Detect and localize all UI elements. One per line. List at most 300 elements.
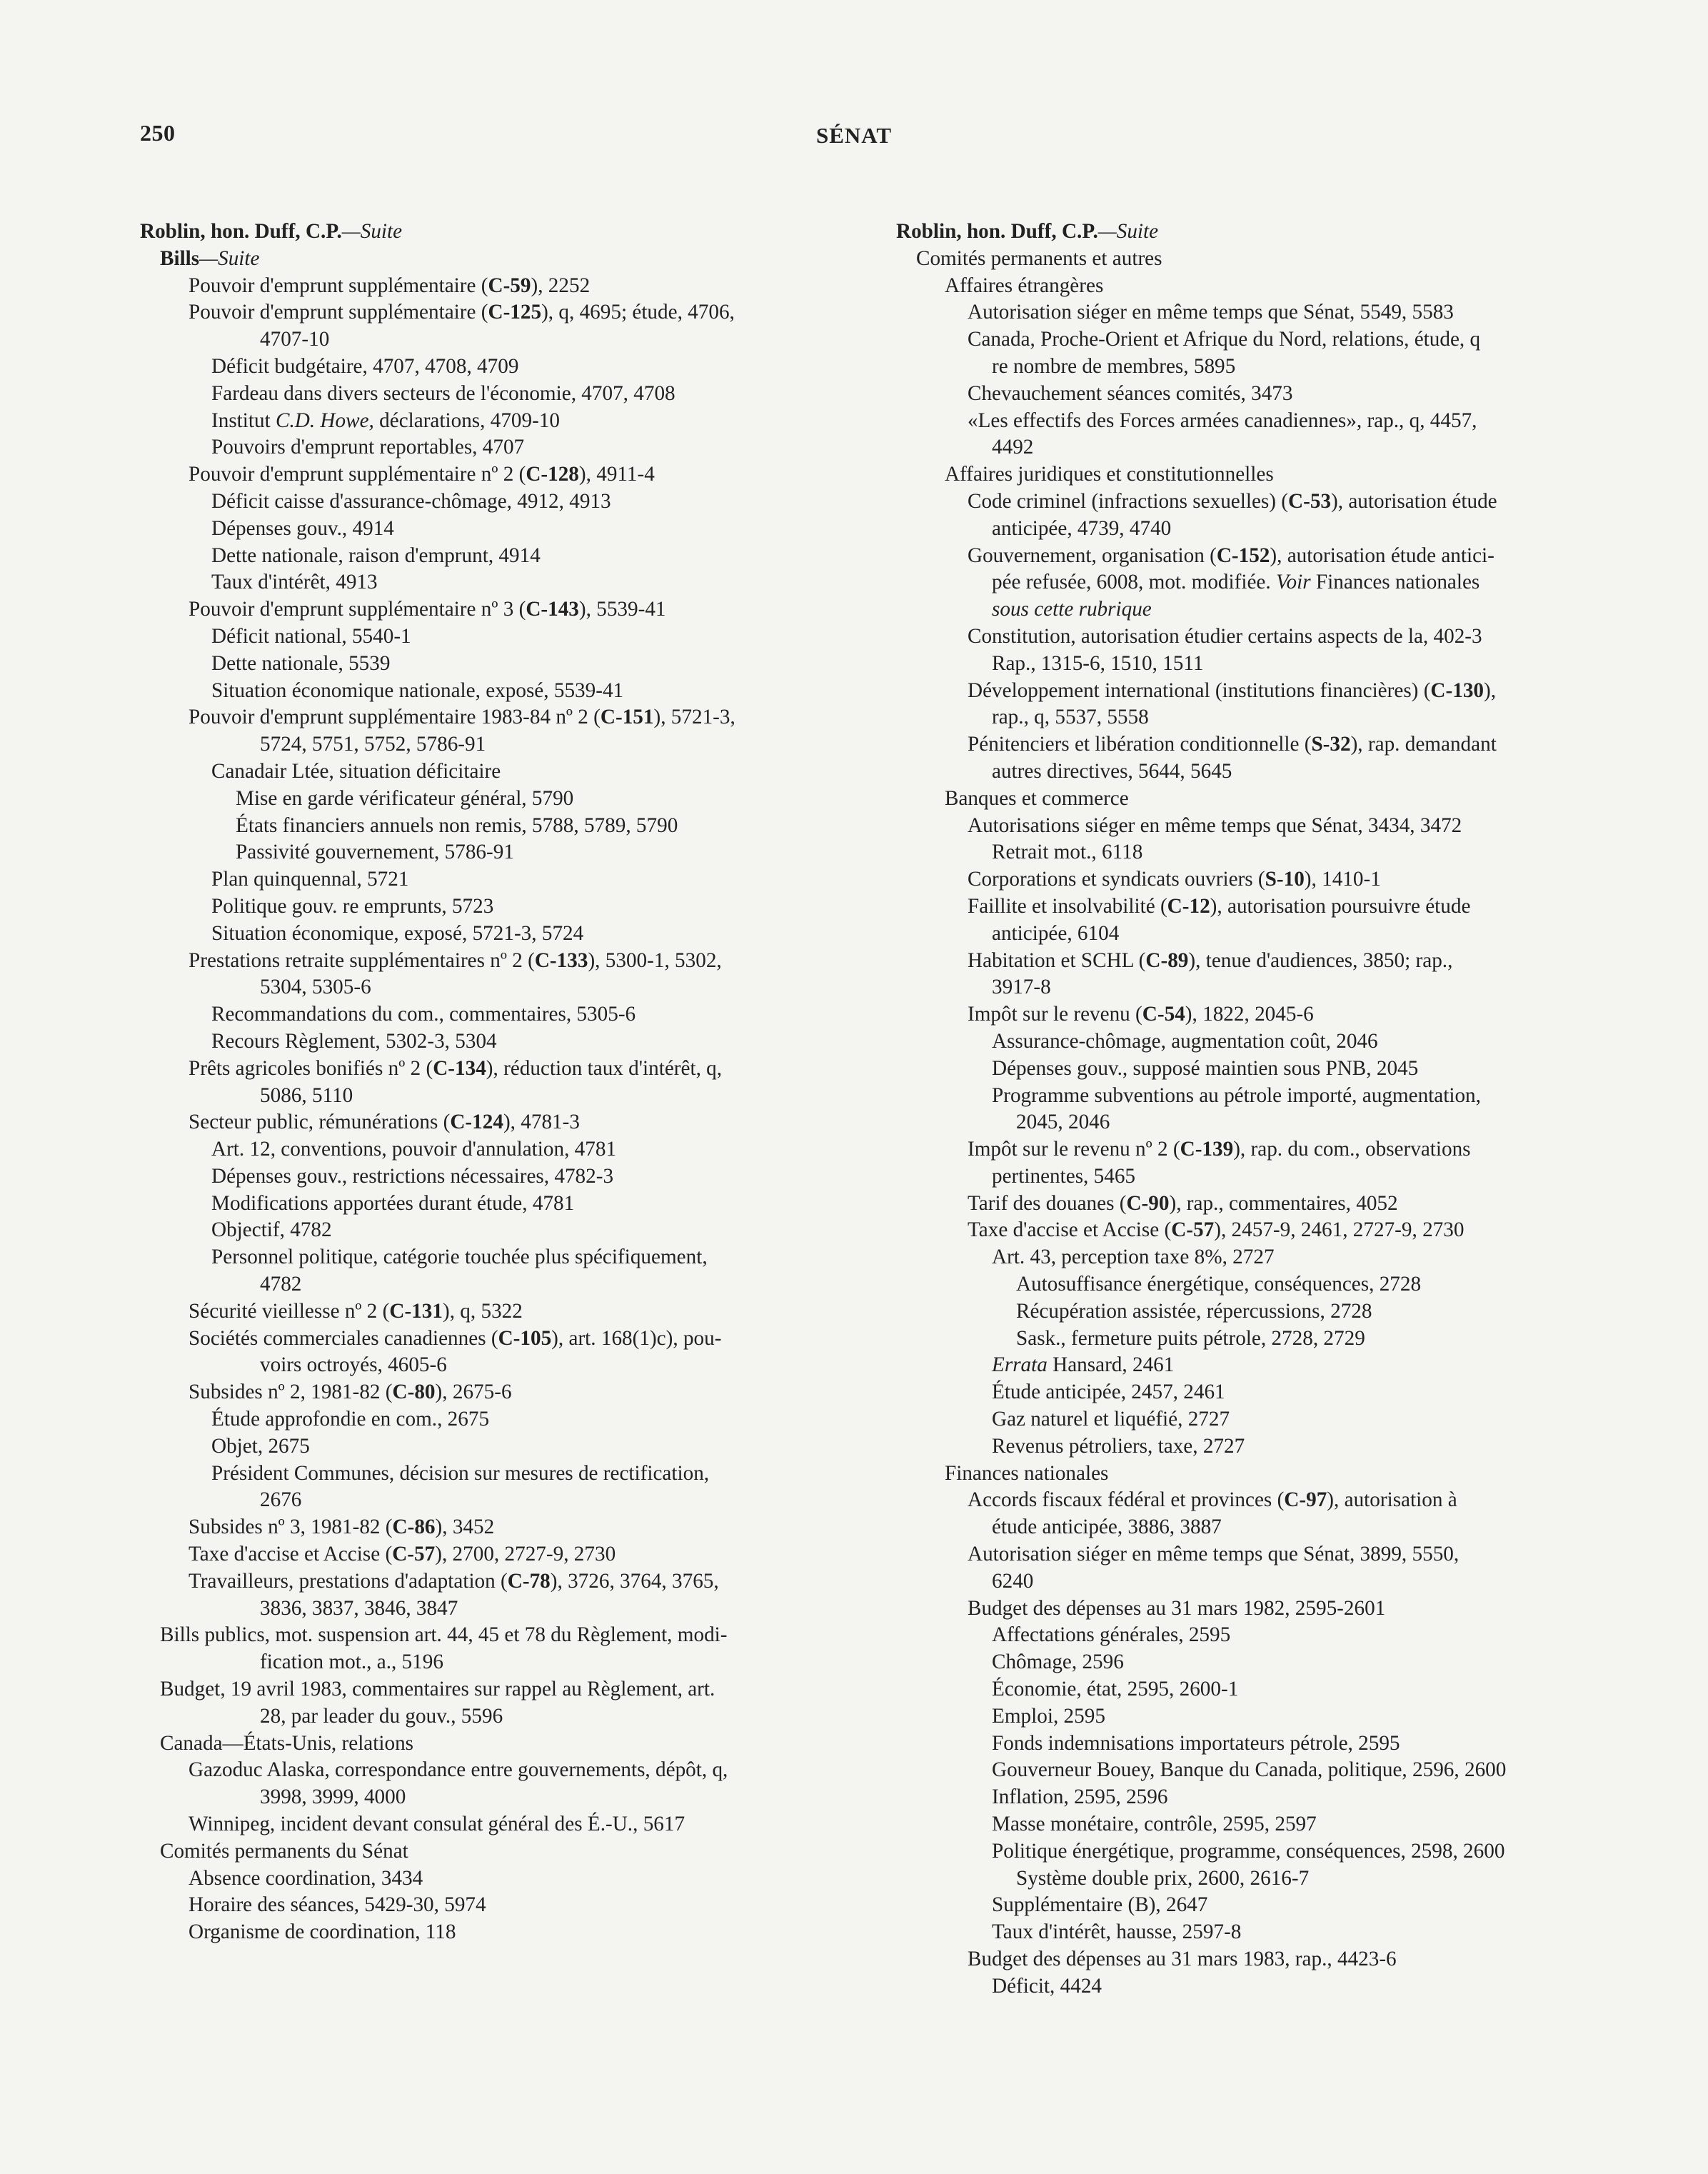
index-entry bbox=[896, 1703, 1613, 1730]
entry-text: ), rap. du com., observations bbox=[1233, 1138, 1471, 1161]
entry-text: Situation économique nationale, exposé, 5539-41 bbox=[211, 678, 624, 702]
entry-text: Déficit national, 5540-1 bbox=[211, 624, 411, 648]
entry-text: Sociétés commerciales canadiennes ( bbox=[189, 1326, 498, 1350]
entry-text: Taux d'intérêt, hausse, 2597-8 bbox=[992, 1920, 1242, 1944]
index-entry bbox=[140, 839, 857, 866]
index-entry bbox=[896, 1838, 1613, 1865]
entry-text: Voir bbox=[1275, 571, 1311, 594]
index-entry bbox=[896, 786, 1613, 813]
index-entry bbox=[140, 758, 857, 786]
index-entry bbox=[896, 326, 1613, 354]
entry-text: Habitation et SCHL ( bbox=[968, 948, 1146, 972]
index-entry bbox=[896, 1730, 1613, 1758]
entry-text: Prêts agricoles bonifiés nº 2 ( bbox=[189, 1056, 433, 1080]
entry-text: Bills publics, mot. suspension art. 44, 45 et 78 du Règlement, modi- bbox=[160, 1623, 728, 1647]
entry-text: Président Communes, décision sur mesures de rectification, bbox=[211, 1461, 710, 1485]
entry-text: Organisme de coordination, 118 bbox=[189, 1920, 456, 1944]
index-entry bbox=[140, 813, 857, 840]
entry-text: S-32 bbox=[1311, 733, 1351, 756]
index-entry bbox=[896, 813, 1613, 840]
index-entry bbox=[140, 1109, 857, 1136]
index-entry bbox=[140, 678, 857, 705]
entry-text: Pouvoir d'emprunt supplémentaire nº 3 ( bbox=[189, 598, 526, 621]
entry-text: Revenus pétroliers, taxe, 2727 bbox=[992, 1434, 1245, 1458]
entry-text: 4782 bbox=[260, 1273, 302, 1296]
entry-text: Fardeau dans divers secteurs de l'économie, 4707, 4708 bbox=[211, 381, 675, 405]
entry-text: 6240 bbox=[992, 1569, 1034, 1593]
entry-text: Prestations retraite supplémentaires nº 2 ( bbox=[189, 948, 535, 972]
index-entry bbox=[896, 1217, 1613, 1244]
entry-text: Autorisations siéger en même temps que Sénat, 3434, 3472 bbox=[968, 813, 1462, 837]
entry-text: Travailleurs, prestations d'adaptation ( bbox=[189, 1569, 508, 1593]
entry-text: Impôt sur le revenu nº 2 ( bbox=[968, 1138, 1180, 1161]
entry-text: 5304, 5305-6 bbox=[260, 976, 371, 999]
index-entry bbox=[896, 1784, 1613, 1811]
entry-text: Bills bbox=[160, 246, 200, 270]
index-entry bbox=[140, 1298, 857, 1326]
entry-text: ), autorisation à bbox=[1327, 1488, 1457, 1512]
index-entry bbox=[896, 1163, 1613, 1191]
entry-text: C-57 bbox=[392, 1543, 436, 1566]
entry-text: États financiers annuels non remis, 5788, 5789, 5790 bbox=[236, 813, 678, 837]
index-entry bbox=[896, 1001, 1613, 1028]
entry-text: C-124 bbox=[450, 1111, 503, 1134]
entry-text: Affaires étrangères bbox=[945, 274, 1104, 297]
entry-text: C-54 bbox=[1142, 1003, 1185, 1026]
index-entry bbox=[896, 623, 1613, 651]
entry-text: Pouvoir d'emprunt supplémentaire ( bbox=[189, 274, 488, 297]
entry-text: Masse monétaire, contrôle, 2595, 2597 bbox=[992, 1813, 1317, 1836]
entry-text: Récupération assistée, répercussions, 2728 bbox=[1016, 1299, 1372, 1323]
entry-text: —Suite bbox=[341, 220, 403, 243]
entry-text: Roblin, hon. Duff, C.P. bbox=[896, 220, 1098, 243]
index-entry bbox=[896, 1298, 1613, 1326]
index-entry bbox=[140, 1352, 857, 1379]
index-entry bbox=[896, 1406, 1613, 1433]
entry-text: ), 5300-1, 5302, bbox=[588, 948, 722, 972]
index-entry bbox=[896, 1514, 1613, 1541]
left-index-column bbox=[140, 219, 857, 1946]
index-entry bbox=[140, 786, 857, 813]
index-entry bbox=[140, 921, 857, 948]
entry-text: Objet, 2675 bbox=[211, 1434, 310, 1458]
index-entry bbox=[896, 354, 1613, 381]
right-index-column bbox=[896, 219, 1613, 2000]
entry-text: ), 3726, 3764, 3765, bbox=[550, 1569, 719, 1593]
entry-text: C-131 bbox=[389, 1299, 443, 1323]
entry-text: fication mot., a., 5196 bbox=[260, 1650, 443, 1674]
entry-text: C-57 bbox=[1171, 1218, 1215, 1242]
index-entry bbox=[896, 731, 1613, 758]
index-entry bbox=[140, 1838, 857, 1865]
entry-text: C-78 bbox=[507, 1569, 551, 1593]
index-entry bbox=[896, 1973, 1613, 2000]
entry-text: sous cette rubrique bbox=[992, 598, 1152, 621]
entry-text: Dette nationale, raison d'emprunt, 4914 bbox=[211, 544, 541, 567]
entry-text: Mise en garde vérificateur général, 5790 bbox=[236, 786, 574, 810]
entry-text: Accords fiscaux fédéral et provinces ( bbox=[968, 1488, 1285, 1512]
entry-text: Taxe d'accise et Accise ( bbox=[968, 1218, 1172, 1242]
index-heading bbox=[140, 219, 857, 246]
entry-text: Winnipeg, incident devant consulat général des É.-U., 5617 bbox=[189, 1813, 685, 1836]
entry-text: Modifications apportées durant étude, 4781 bbox=[211, 1191, 575, 1215]
entry-text: C-90 bbox=[1126, 1191, 1170, 1215]
entry-text: ), 5721-3, bbox=[653, 706, 735, 729]
index-entry bbox=[896, 1865, 1613, 1893]
entry-text: ), 5539-41 bbox=[578, 598, 666, 621]
entry-text: C-97 bbox=[1284, 1488, 1327, 1512]
entry-text: ), q, 5322 bbox=[442, 1299, 523, 1323]
entry-text: Déficit, 4424 bbox=[992, 1974, 1102, 1998]
entry-text: Dette nationale, 5539 bbox=[211, 651, 391, 675]
index-entry bbox=[896, 1271, 1613, 1298]
index-entry bbox=[896, 948, 1613, 975]
entry-text: Inflation, 2595, 2596 bbox=[992, 1785, 1168, 1809]
entry-text: C-80 bbox=[392, 1381, 436, 1404]
index-entry bbox=[896, 1056, 1613, 1083]
index-entry bbox=[140, 1271, 857, 1298]
index-entry bbox=[140, 1406, 857, 1433]
entry-text: Programme subventions au pétrole importé, augmentation, bbox=[992, 1083, 1481, 1107]
entry-text: Supplémentaire (B), 2647 bbox=[992, 1893, 1208, 1917]
index-entry bbox=[140, 1136, 857, 1163]
index-entry bbox=[140, 1784, 857, 1811]
entry-text: ), q, 4695; étude, 4706, bbox=[541, 301, 735, 324]
index-entry bbox=[140, 1461, 857, 1488]
index-entry bbox=[896, 1568, 1613, 1596]
entry-text: C-134 bbox=[433, 1056, 486, 1080]
entry-text: re nombre de membres, 5895 bbox=[992, 354, 1236, 378]
page-number: 250 bbox=[140, 120, 176, 146]
index-entry bbox=[140, 1568, 857, 1596]
entry-text: Canada—États-Unis, relations bbox=[160, 1731, 414, 1755]
index-entry bbox=[896, 839, 1613, 866]
entry-text: 2045, 2046 bbox=[1016, 1111, 1110, 1134]
entry-text: Pénitenciers et libération conditionnelle ( bbox=[968, 733, 1312, 756]
entry-text: ), 2700, 2727-9, 2730 bbox=[435, 1543, 616, 1566]
index-entry bbox=[140, 434, 857, 461]
index-entry bbox=[896, 1191, 1613, 1218]
entry-text: 3836, 3837, 3846, 3847 bbox=[260, 1596, 458, 1620]
entry-text: C-152 bbox=[1216, 544, 1270, 567]
entry-text: Budget des dépenses au 31 mars 1982, 2595-2601 bbox=[968, 1596, 1386, 1620]
index-entry bbox=[896, 893, 1613, 921]
index-entry bbox=[896, 1541, 1613, 1568]
index-entry bbox=[896, 1244, 1613, 1271]
entry-text: ), autorisation étude bbox=[1331, 489, 1497, 513]
index-entry bbox=[140, 1919, 857, 1946]
index-entry bbox=[896, 974, 1613, 1001]
index-entry bbox=[896, 1622, 1613, 1649]
index-entry bbox=[140, 1757, 857, 1784]
entry-text: Chômage, 2596 bbox=[992, 1650, 1124, 1674]
entry-text: 4707-10 bbox=[260, 328, 330, 351]
entry-text: Plan quinquennal, 5721 bbox=[211, 868, 409, 891]
index-entry bbox=[140, 1596, 857, 1623]
index-entry bbox=[140, 1811, 857, 1838]
entry-text: anticipée, 4739, 4740 bbox=[992, 516, 1172, 540]
entry-text: Art. 12, conventions, pouvoir d'annulation, 4781 bbox=[211, 1138, 617, 1161]
entry-text: Personnel politique, catégorie touchée plus spécifiquement, bbox=[211, 1246, 708, 1269]
entry-text: 5724, 5751, 5752, 5786-91 bbox=[260, 733, 486, 756]
index-entry bbox=[896, 1109, 1613, 1136]
entry-text: 5086, 5110 bbox=[260, 1083, 353, 1107]
index-entry bbox=[140, 1487, 857, 1514]
entry-text: Finances nationales bbox=[945, 1461, 1109, 1485]
entry-text: C-12 bbox=[1167, 894, 1210, 918]
index-entry bbox=[896, 651, 1613, 678]
index-entry bbox=[140, 381, 857, 408]
index-entry bbox=[140, 866, 857, 893]
index-entry bbox=[140, 651, 857, 678]
index-entry bbox=[896, 299, 1613, 326]
index-entry bbox=[896, 246, 1613, 273]
index-entry bbox=[140, 408, 857, 435]
index-entry bbox=[140, 1244, 857, 1271]
index-entry bbox=[140, 1028, 857, 1056]
entry-text: «Les effectifs des Forces armées canadiennes», rap., q, 4457, bbox=[968, 409, 1477, 432]
entry-text: Dépenses gouv., 4914 bbox=[211, 516, 394, 540]
entry-text: Déficit budgétaire, 4707, 4708, 4709 bbox=[211, 354, 519, 378]
index-entry bbox=[140, 354, 857, 381]
index-entry bbox=[896, 408, 1613, 435]
entry-text: Développement international (institutions financières) ( bbox=[968, 678, 1431, 702]
entry-text: Déficit caisse d'assurance-chômage, 4912, 4913 bbox=[211, 489, 611, 513]
entry-text: voirs octroyés, 4605-6 bbox=[260, 1353, 447, 1377]
entry-text: ), autorisation étude antici- bbox=[1270, 544, 1494, 567]
entry-text: C-125 bbox=[488, 301, 542, 324]
index-entry bbox=[896, 1028, 1613, 1056]
entry-text: ), 1822, 2045-6 bbox=[1185, 1003, 1314, 1026]
entry-text: Impôt sur le revenu ( bbox=[968, 1003, 1142, 1026]
entry-text: Système double prix, 2600, 2616-7 bbox=[1016, 1866, 1310, 1890]
entry-text: C-151 bbox=[600, 706, 654, 729]
index-entry bbox=[896, 1379, 1613, 1406]
entry-text: Sécurité vieillesse nº 2 ( bbox=[189, 1299, 390, 1323]
entry-text: ), autorisation poursuivre étude bbox=[1210, 894, 1471, 918]
entry-text: 3998, 3999, 4000 bbox=[260, 1785, 406, 1809]
entry-text: Étude anticipée, 2457, 2461 bbox=[992, 1381, 1225, 1404]
entry-text: Canada, Proche-Orient et Afrique du Nord, relations, étude, q bbox=[968, 328, 1481, 351]
entry-text: Subsides nº 2, 1981-82 ( bbox=[189, 1381, 393, 1404]
entry-text: Roblin, hon. Duff, C.P. bbox=[140, 220, 342, 243]
entry-text: C-59 bbox=[488, 274, 531, 297]
index-entry bbox=[140, 1703, 857, 1730]
entry-text: Dépenses gouv., supposé maintien sous PNB, 2045 bbox=[992, 1056, 1419, 1080]
entry-text: Gouverneur Bouey, Banque du Canada, politique, 2596, 2600 bbox=[992, 1758, 1507, 1782]
entry-text: C-130 bbox=[1430, 678, 1485, 702]
entry-text: Rap., 1315-6, 1510, 1511 bbox=[992, 651, 1204, 675]
index-entry bbox=[896, 704, 1613, 731]
entry-text: rap., q, 5537, 5558 bbox=[992, 706, 1149, 729]
entry-text: Pouvoir d'emprunt supplémentaire ( bbox=[189, 301, 488, 324]
index-entry bbox=[896, 758, 1613, 786]
entry-text: Assurance-chômage, augmentation coût, 2046 bbox=[992, 1029, 1378, 1053]
entry-text: Recommandations du com., commentaires, 5305-6 bbox=[211, 1003, 636, 1026]
entry-text: Passivité gouvernement, 5786-91 bbox=[236, 841, 514, 864]
entry-text: autres directives, 5644, 5645 bbox=[992, 759, 1232, 783]
index-entry bbox=[140, 731, 857, 758]
entry-text: Budget, 19 avril 1983, commentaires sur rappel au Règlement, art. bbox=[160, 1678, 715, 1701]
index-entry bbox=[140, 569, 857, 596]
entry-text: Comités permanents du Sénat bbox=[160, 1839, 408, 1863]
entry-text: Chevauchement séances comités, 3473 bbox=[968, 381, 1293, 405]
entry-text: 4492 bbox=[992, 436, 1034, 459]
entry-text: ), rap., commentaires, 4052 bbox=[1169, 1191, 1398, 1215]
index-entry bbox=[896, 1892, 1613, 1919]
entry-text: C-86 bbox=[392, 1516, 436, 1539]
entry-text: —Suite bbox=[1097, 220, 1159, 243]
entry-text: ), réduction taux d'intérêt, q, bbox=[486, 1056, 723, 1080]
index-entry bbox=[140, 299, 857, 326]
index-entry bbox=[896, 569, 1613, 596]
index-entry bbox=[140, 1163, 857, 1191]
index-entry bbox=[140, 1191, 857, 1218]
index-entry bbox=[896, 1083, 1613, 1110]
entry-text: C-128 bbox=[526, 463, 579, 486]
index-entry bbox=[140, 1541, 857, 1568]
entry-text: S-10 bbox=[1265, 868, 1305, 891]
entry-text: Hansard, 2461 bbox=[1047, 1353, 1175, 1377]
index-entry bbox=[896, 921, 1613, 948]
entry-text: 28, par leader du gouv., 5596 bbox=[260, 1704, 503, 1728]
index-entry bbox=[140, 1217, 857, 1244]
entry-text: Taux d'intérêt, 4913 bbox=[211, 571, 378, 594]
index-entry bbox=[140, 596, 857, 623]
index-entry bbox=[896, 1649, 1613, 1676]
entry-text: ), 2252 bbox=[531, 274, 591, 297]
entry-text: ), bbox=[1484, 678, 1497, 702]
index-entry bbox=[140, 1326, 857, 1353]
index-entry bbox=[140, 543, 857, 570]
entry-text: ), tenue d'audiences, 3850; rap., bbox=[1188, 948, 1453, 972]
index-entry bbox=[140, 273, 857, 300]
entry-text: C-143 bbox=[526, 598, 579, 621]
entry-text: ), 2457-9, 2461, 2727-9, 2730 bbox=[1214, 1218, 1465, 1242]
running-head-title: SÉNAT bbox=[815, 123, 893, 148]
index-entry bbox=[140, 1892, 857, 1919]
index-entry bbox=[140, 1514, 857, 1541]
entry-text: Autorisation siéger en même temps que Sénat, 5549, 5583 bbox=[968, 301, 1454, 324]
entry-text: Secteur public, rémunérations ( bbox=[189, 1111, 451, 1134]
index-entry bbox=[896, 1136, 1613, 1163]
entry-text: C-139 bbox=[1180, 1138, 1234, 1161]
entry-text: C-89 bbox=[1145, 948, 1189, 972]
entry-text: pertinentes, 5465 bbox=[992, 1164, 1136, 1188]
entry-text: Dépenses gouv., restrictions nécessaires, 4782-3 bbox=[211, 1164, 614, 1188]
index-entry bbox=[896, 381, 1613, 408]
entry-text: Affectations générales, 2595 bbox=[992, 1623, 1231, 1647]
index-entry bbox=[896, 1596, 1613, 1623]
entry-text: C-105 bbox=[498, 1326, 552, 1350]
entry-text: Faillite et insolvabilité ( bbox=[968, 894, 1167, 918]
index-entry bbox=[140, 974, 857, 1001]
entry-text: Constitution, autorisation étudier certains aspects de la, 402-3 bbox=[968, 624, 1482, 648]
index-entry bbox=[896, 596, 1613, 623]
entry-text: Pouvoir d'emprunt supplémentaire 1983-84 nº 2 ( bbox=[189, 706, 601, 729]
index-entry bbox=[896, 1433, 1613, 1461]
entry-text: Institut bbox=[211, 409, 276, 432]
index-entry bbox=[896, 1326, 1613, 1353]
index-entry bbox=[896, 866, 1613, 893]
index-entry bbox=[140, 1379, 857, 1406]
entry-text: Corporations et syndicats ouvriers ( bbox=[968, 868, 1265, 891]
entry-text: Errata bbox=[992, 1353, 1048, 1377]
index-entry bbox=[896, 1919, 1613, 1946]
entry-text: 3917-8 bbox=[992, 976, 1051, 999]
index-entry bbox=[140, 704, 857, 731]
entry-text: ), 4781-3 bbox=[503, 1111, 580, 1134]
index-entry bbox=[140, 1622, 857, 1649]
entry-text: Gaz naturel et liquéfié, 2727 bbox=[992, 1408, 1230, 1431]
entry-text: ), 4911-4 bbox=[578, 463, 655, 486]
entry-text: ), art. 168(1)c), pou- bbox=[551, 1326, 722, 1350]
index-entry bbox=[896, 516, 1613, 543]
entry-text: Économie, état, 2595, 2600-1 bbox=[992, 1678, 1239, 1701]
entry-text: Banques et commerce bbox=[945, 786, 1129, 810]
entry-text: Politique énergétique, programme, conséquences, 2598, 2600 bbox=[992, 1839, 1505, 1863]
entry-text: Budget des dépenses au 31 mars 1983, rap., 4423-6 bbox=[968, 1948, 1397, 1970]
index-entry bbox=[896, 678, 1613, 705]
entry-text: Situation économique, exposé, 5721-3, 5724 bbox=[211, 921, 584, 945]
entry-text: —Suite bbox=[199, 246, 260, 270]
index-entry bbox=[896, 1461, 1613, 1488]
entry-text: Code criminel (infractions sexuelles) ( bbox=[968, 489, 1289, 513]
entry-text: Objectif, 4782 bbox=[211, 1218, 332, 1242]
index-entry bbox=[140, 246, 857, 273]
entry-text: anticipée, 6104 bbox=[992, 921, 1120, 945]
index-entry bbox=[140, 1649, 857, 1676]
index-heading bbox=[896, 219, 1613, 246]
entry-text: Tarif des douanes ( bbox=[968, 1191, 1127, 1215]
entry-text: Autosuffisance énergétique, conséquences, 2728 bbox=[1016, 1273, 1422, 1296]
index-entry bbox=[896, 1811, 1613, 1838]
index-entry bbox=[140, 1001, 857, 1028]
entry-text: déclarations, 4709-10 bbox=[373, 409, 561, 432]
entry-text: Gazoduc Alaska, correspondance entre gouvernements, dépôt, q, bbox=[189, 1758, 728, 1782]
index-entry bbox=[140, 1865, 857, 1893]
index-entry bbox=[140, 516, 857, 543]
entry-text: Gouvernement, organisation ( bbox=[968, 544, 1217, 567]
entry-text: Horaire des séances, 5429-30, 5974 bbox=[189, 1893, 486, 1917]
index-entry bbox=[140, 948, 857, 975]
entry-text: Absence coordination, 3434 bbox=[189, 1866, 423, 1890]
entry-text: ), 2675-6 bbox=[435, 1381, 512, 1404]
entry-text: étude anticipée, 3886, 3887 bbox=[992, 1516, 1222, 1539]
entry-text: Subsides nº 3, 1981-82 ( bbox=[189, 1516, 393, 1539]
entry-text: 2676 bbox=[260, 1488, 302, 1512]
index-entry bbox=[140, 326, 857, 354]
entry-text: C-53 bbox=[1288, 489, 1332, 513]
entry-text: Affaires juridiques et constitutionnelles bbox=[945, 463, 1274, 486]
entry-text: Autorisation siéger en même temps que Sénat, 3899, 5550, bbox=[968, 1543, 1460, 1566]
entry-text: C.D. Howe, bbox=[276, 409, 374, 432]
entry-text: ), 3452 bbox=[435, 1516, 495, 1539]
index-entry bbox=[896, 1946, 1613, 1973]
entry-text: Emploi, 2595 bbox=[992, 1704, 1105, 1728]
index-entry bbox=[896, 461, 1613, 489]
index-entry bbox=[896, 1487, 1613, 1514]
index-entry bbox=[896, 1757, 1613, 1784]
entry-text: Art. 43, perception taxe 8%, 2727 bbox=[992, 1246, 1275, 1269]
entry-text: Comités permanents et autres bbox=[916, 246, 1162, 270]
entry-text: Sask., fermeture puits pétrole, 2728, 2729 bbox=[1016, 1326, 1365, 1350]
entry-text: Pouvoir d'emprunt supplémentaire nº 2 ( bbox=[189, 463, 526, 486]
entry-text: Fonds indemnisations importateurs pétrole, 2595 bbox=[992, 1731, 1400, 1755]
index-entry bbox=[896, 1352, 1613, 1379]
index-entry bbox=[896, 1676, 1613, 1703]
index-entry bbox=[140, 893, 857, 921]
